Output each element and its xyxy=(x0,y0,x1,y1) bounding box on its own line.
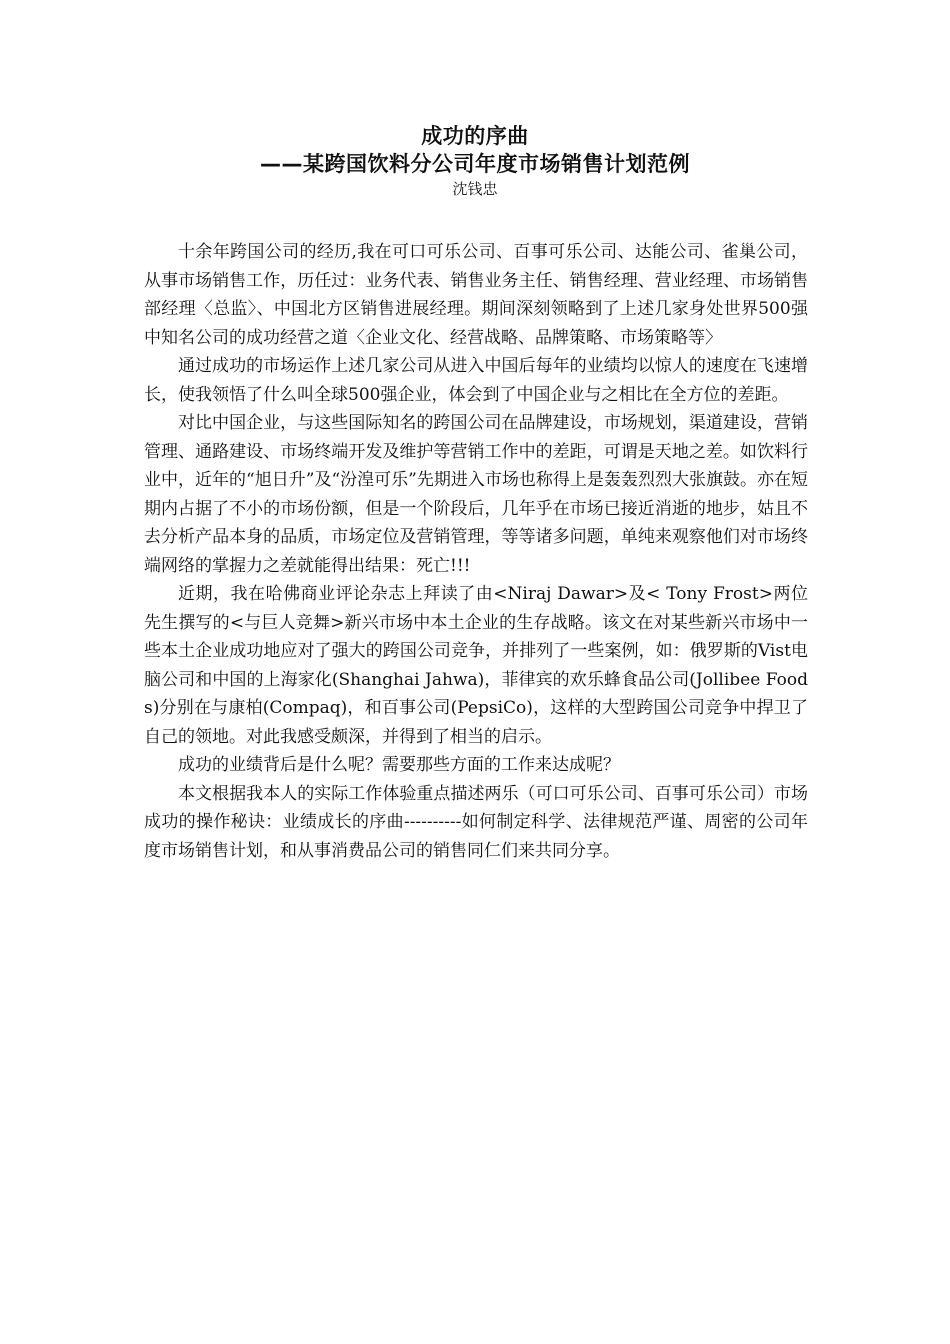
document-subtitle: ——某跨国饮料分公司年度市场销售计划范例 xyxy=(260,152,690,176)
paragraph-6: 本文根据我本人的实际工作体验重点描述两乐（可口可乐公司、百事可乐公司）市场成功的操作秘诀：业绩成长的序曲----------如何制定科学、法律规范严谨、周密的公司年度市场销售计划，和从事消费品公司的销售同仁们来共同分享。 xyxy=(144,783,808,861)
paragraph-5: 成功的业绩背后是什么呢？需要那些方面的工作来达成呢？ xyxy=(178,755,620,775)
document-body xyxy=(144,238,808,865)
paragraph-4: 近期，我在哈佛商业评论杂志上拜读了由<Niraj Dawar>及< Tony Frost>两位先生撰写的<与巨人竞舞>新兴市场中本土企业的生存战略。该文在对某些新兴市场中一些本土企业成功地应对了强大的跨国公司竞争，并排列了一些案例，如：俄罗斯的Vist电脑公司和中国的上海家化(Shanghai Jahwa)，菲律宾的欢乐蜂食品公司(Jollibee Foods)分别在与康柏(Compaq)，和百事公司(PepsiCo)，这样的大型跨国公司竞争中捍卫了自己的领地。对此我感受颇深，并得到了相当的启示。 xyxy=(144,584,808,747)
document-title: 成功的序曲 xyxy=(421,124,529,148)
document-header xyxy=(0,122,950,199)
document-author: 沈钱忠 xyxy=(452,180,498,198)
paragraph-1: 十余年跨国公司的经历,我在可口可乐公司、百事可乐公司、达能公司、雀巢公司，从事市场销售工作，历任过：业务代表、销售业务主任、销售经理、营业经理、市场销售部经理〈总监〉、中国北方区销售进展经理。期间深刻领略到了上述几家身处世界500强中知名公司的成功经营之道〈企业文化、经营战略、品牌策略、市场策略等〉 xyxy=(144,242,808,348)
paragraph-2: 通过成功的市场运作上述几家公司从进入中国后每年的业绩均以惊人的速度在飞速增长，使我领悟了什么叫全球500强企业，体会到了中国企业与之相比在全方位的差距。 xyxy=(144,356,808,405)
paragraph-3: 对比中国企业，与这些国际知名的跨国公司在品牌建设，市场规划，渠道建设，营销管理、通路建设、市场终端开发及维护等营销工作中的差距，可谓是天地之差。如饮料行业中，近年的“旭日升”及“汾湟可乐”先期进入市场也称得上是轰轰烈烈大张旗鼓。亦在短期内占据了不小的市场份额，但是一个阶段后，几年乎在市场已接近消逝的地步，姑且不去分析产品本身的品质，市场定位及营销管理，等等诸多问题，单纯来观察他们对市场终端网络的掌握力之差就能得出结果：死亡!!! xyxy=(144,413,808,576)
